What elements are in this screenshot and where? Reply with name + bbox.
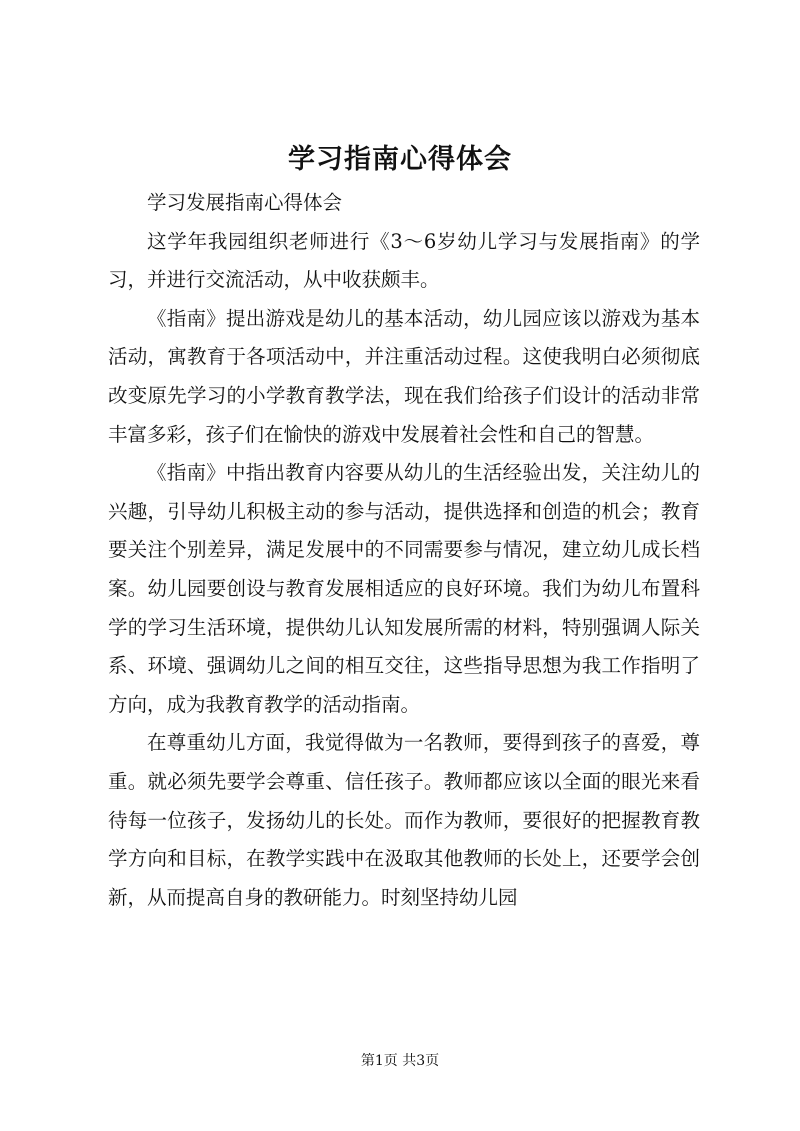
paragraph: 《指南》提出游戏是幼儿的基本活动，幼儿园应该以游戏为基本活动，寓教育于各项活动中，并注重活动过程。这使我明白必须彻底改变原先学习的小学教育教学法，现在我们给孩子们设计的活动非常丰富多彩，孩子们在愉快的游戏中发展着社会性和自己的智慧。 <box>108 306 700 446</box>
document-body <box>108 184 700 917</box>
paragraph-subtitle: 学习发展指南心得体会 <box>147 191 343 214</box>
paragraph: 《指南》中指出教育内容要从幼儿的生活经验出发，关注幼儿的兴趣，引导幼儿积极主动的参与活动，提供选择和创造的机会；教育要关注个别差异，满足发展中的不同需要参与情况，建立幼儿成长档案。幼儿园要创设与教育发展相适应的良好环境。我们为幼儿布置科学的学习生活环境，提供幼儿认知发展所需的材料，特别强调人际关系、环境、强调幼儿之间的相互交往，这些指导思想为我工作指明了方向，成为我教育教学的活动指南。 <box>108 461 700 716</box>
page-footer: 第1页 共3页 <box>360 1053 440 1069</box>
document-title: 学习指南心得体会 <box>288 144 512 175</box>
paragraph: 这学年我园组织老师进行《3～6岁幼儿学习与发展指南》的学习，并进行交流活动，从中收获颇丰。 <box>108 229 700 292</box>
paragraph: 在尊重幼儿方面，我觉得做为一名教师，要得到孩子的喜爱，尊重。就必须先要学会尊重、信任孩子。教师都应该以全面的眼光来看待每一位孩子，发扬幼儿的长处。而作为教师，要很好的把握教育教学方向和目标，在教学实践中在汲取其他教师的长处上，还要学会创新，从而提高自身的教研能力。时刻坚持幼儿园 <box>108 731 700 909</box>
